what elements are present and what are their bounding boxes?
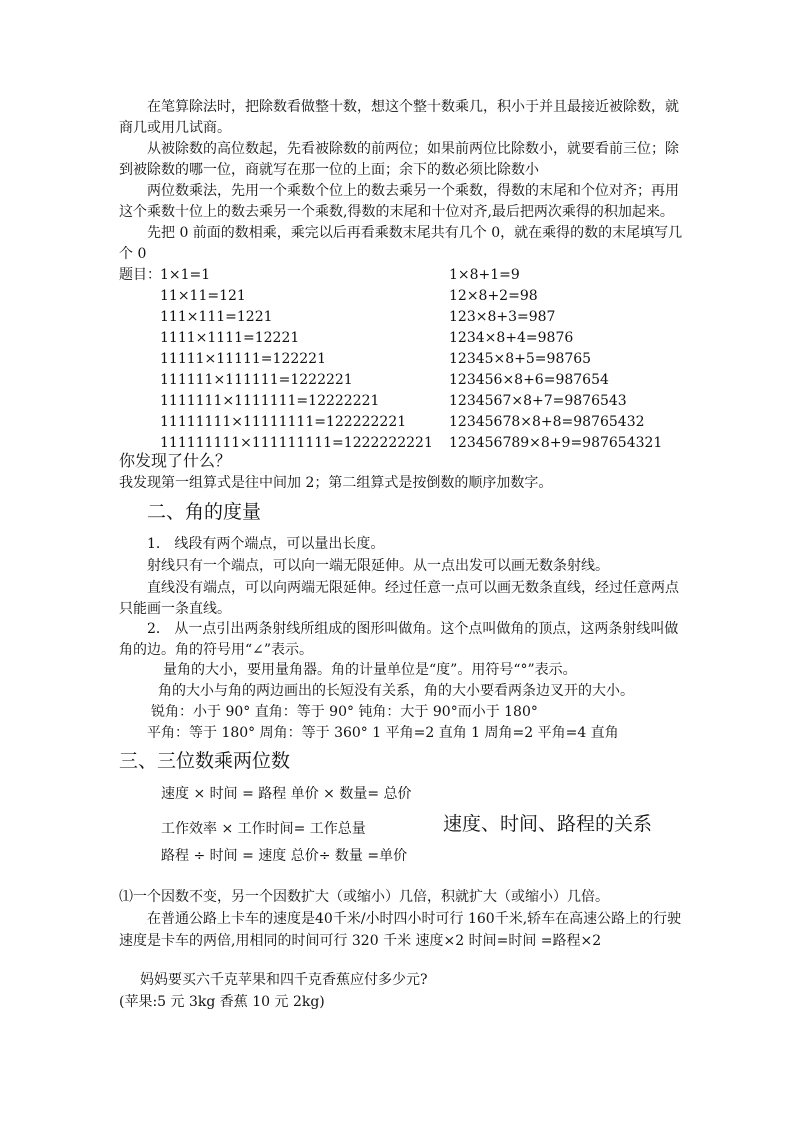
section-line: 1． 线段有两个端点，可以量出长度。 [147,536,385,552]
equation: 111111×111111=1222221 [160,372,353,388]
section-line: 平角：等于 180° 周角：等于 360° 1 平角=2 直角 1 周角=2 平角=4 直角 [147,725,619,741]
section-line: 2． 从一点引出两条射线所组成的图形叫做角。这个点叫做角的顶点，这两条射线叫做 [147,621,679,637]
note-line: 速度是卡车的两倍,用相同的时间可行 320 千米 速度×2 时间=时间 =路程×2 [119,933,602,949]
question: 你发现了什么？ [119,451,232,470]
equation: 123456789×8+9=987654321 [449,435,663,451]
intro-line: 先把 0 前面的数相乘，乘完以后再看乘数末尾共有几个 0，就在乘得的数的末尾填写几 [147,225,683,241]
formula: 工作效率 × 工作时间= 工作总量 [161,821,366,837]
section-line: 量角的大小，要用量角器。角的计量单位是“度”。用符号“°”表示。 [163,662,577,678]
section-title: 三、三位数乘两位数 [119,750,291,772]
equation: 11111×11111=122221 [160,351,326,367]
equation: 111×111=1221 [160,309,273,325]
equation: 1111×1111=12221 [160,330,300,346]
equation: 111111111×111111111=1222222221 [160,435,433,451]
equation: 1111111×1111111=12222221 [160,393,380,409]
section-line: 射线只有一个端点，可以向一端无限延伸。从一点出发可以画无数条射线。 [147,558,609,574]
equation: 12345×8+5=98765 [449,351,592,367]
note-line: (苹果:5 元 3kg 香蕉 10 元 2kg) [119,994,325,1010]
section-line: 锐角：小于 90° 直角：等于 90° 钝角：大于 90°而小于 180° [151,704,538,720]
equation: 12×8+2=98 [449,288,538,304]
equation: 123456×8+6=987654 [449,372,609,388]
note-line: 妈妈要买六千克苹果和四千克香蕉应付多少元? [140,972,428,988]
equation: 1×8+1=9 [449,267,520,283]
equation: 11111111×11111111=122222221 [160,414,407,430]
intro-line: 到被除数的哪一位，商就写在那一位的上面；余下的数必须比除数小 [119,162,539,178]
section-line: 角的边。角的符号用“∠”表示。 [119,642,314,658]
intro-line: 商几或用几试商。 [119,120,231,136]
intro-line: 在笔算除法时，把除数看做整十数，想这个整十数乘几，积小于并且最接近被除数，就 [147,99,679,115]
section-line: 角的大小与角的两边画出的长短没有关系，角的大小要看两条边叉开的大小。 [158,683,634,699]
section-title: 二、角的度量 [147,501,262,523]
intro-line: 个 0 [119,246,147,262]
equation: 123×8+3=987 [449,309,556,325]
problems-label: 题目： [119,267,161,283]
note-line: ⑴一个因数不变，另一个因数扩大（或缩小）几倍，积就扩大（或缩小）几倍。 [119,889,609,905]
formula: 速度 × 时间 = 路程 单价 × 数量= 总价 [161,786,412,802]
answer: 我发现第一组算式是往中间加 2；第二组算式是按倒数的顺序加数字。 [119,475,553,491]
relation-heading: 速度、时间、路程的关系 [443,813,653,835]
intro-line: 这个乘数十位上的数去乘另一个乘数,得数的末尾和十位对齐,最后把两次乘得的积加起来。 [119,204,674,220]
formula: 路程 ÷ 时间 = 速度 总价÷ 数量 =单价 [161,848,408,864]
equation: 11×11=121 [160,288,246,304]
note-line: 在普通公路上卡车的速度是40千米/小时四小时可行 160千米,轿车在高速公路上的行驶 [147,911,682,927]
section-line: 只能画一条直线。 [119,601,231,617]
intro-line: 两位数乘法，先用一个乘数个位上的数去乘另一个乘数，得数的末尾和个位对齐；再用 [147,183,679,199]
section-line: 直线没有端点，可以向两端无限延伸。经过任意一点可以画无数条直线，经过任意两点 [147,580,679,596]
intro-line: 从被除数的高位数起，先看被除数的前两位；如果前两位比除数小，就要看前三位；除 [147,141,679,157]
equation: 1234×8+4=9876 [449,330,574,346]
equation: 1234567×8+7=9876543 [449,393,627,409]
equation: 12345678×8+8=98765432 [449,414,645,430]
equation: 1×1=1 [160,267,211,283]
